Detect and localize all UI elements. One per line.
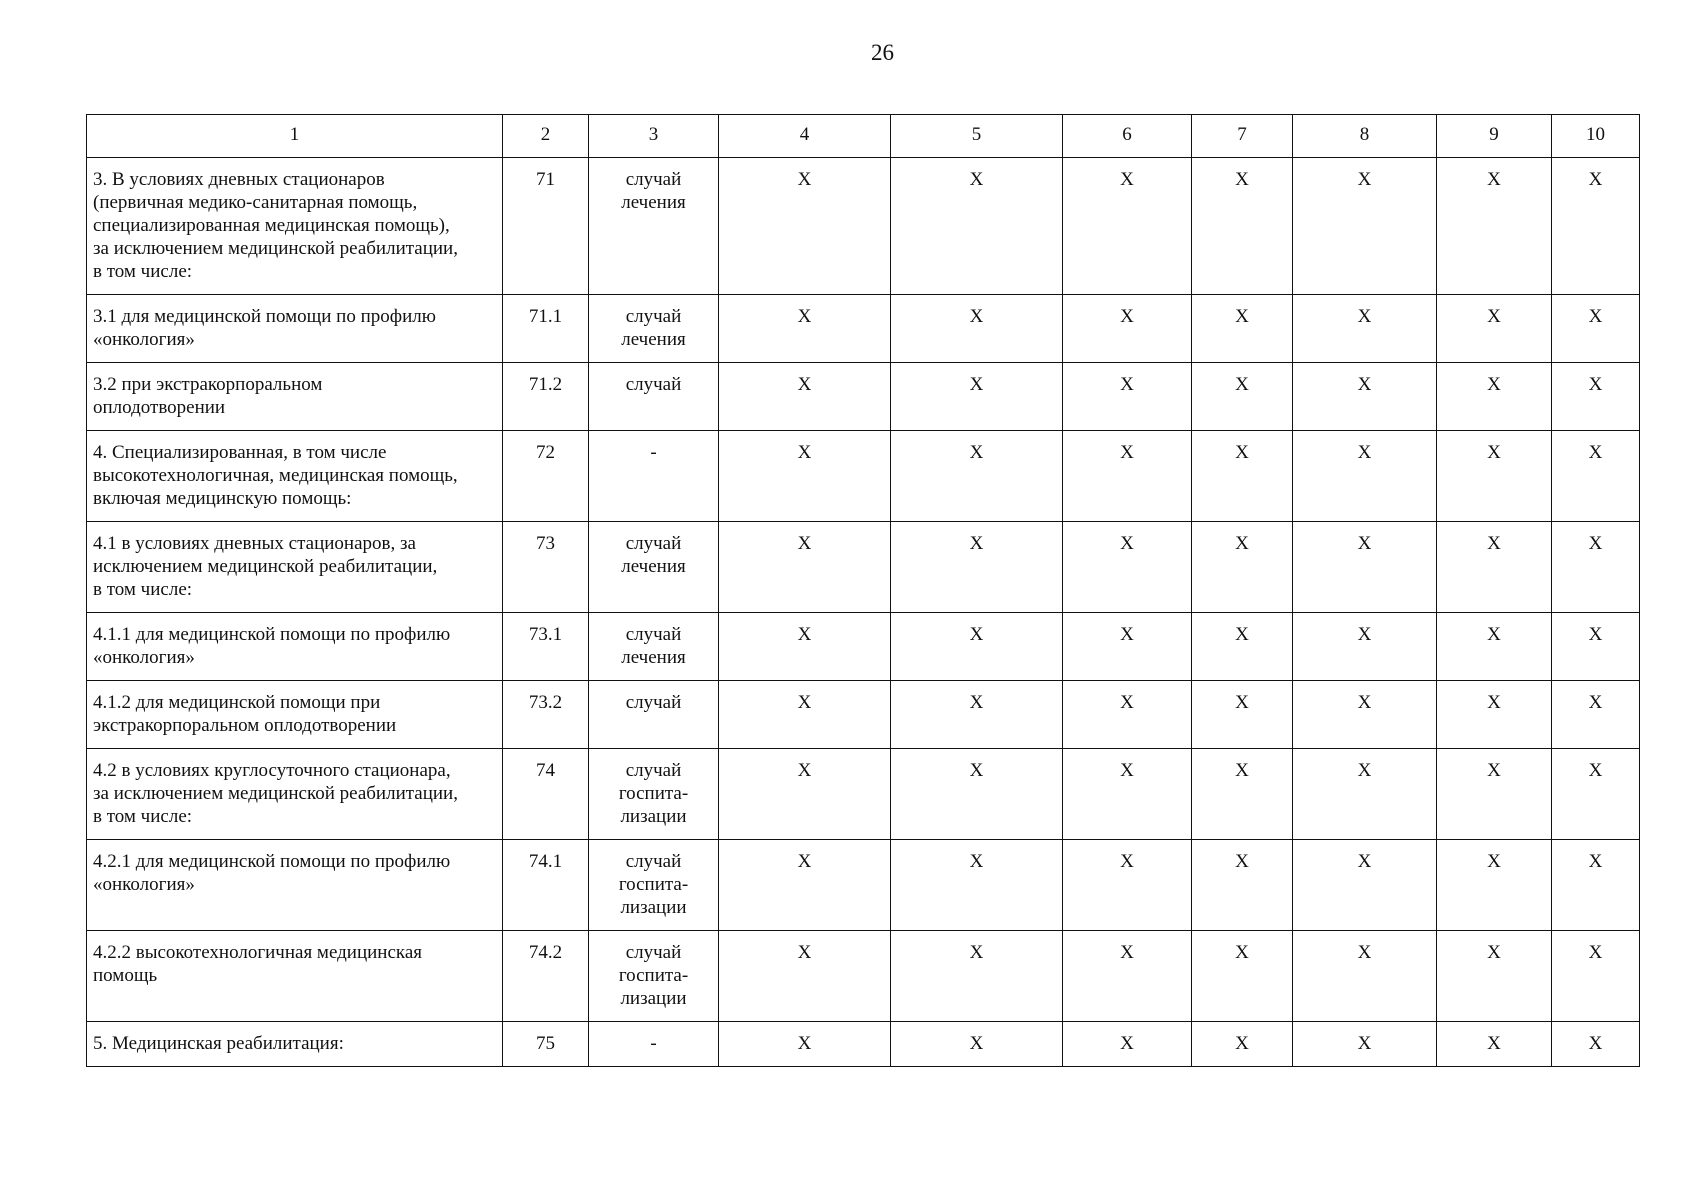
table-row (87, 1022, 1640, 1067)
data-table (86, 114, 1640, 1067)
row-value-cell: X (1552, 363, 1640, 431)
row-value-cell: X (1192, 749, 1293, 840)
row-value-cell: X (1552, 158, 1640, 295)
row-value-cell: X (1293, 295, 1437, 363)
row-value-cell: X (1293, 931, 1437, 1022)
row-value-cell: X (1293, 158, 1437, 295)
column-header: 3 (589, 115, 719, 158)
row-value-cell: X (719, 840, 891, 931)
row-value-cell: X (891, 1022, 1063, 1067)
table-row (87, 158, 1640, 295)
row-value-cell: X (1063, 931, 1192, 1022)
table-row (87, 431, 1640, 522)
row-value-cell: X (1192, 522, 1293, 613)
row-value-cell: X (1437, 431, 1552, 522)
row-value-cell: X (1437, 1022, 1552, 1067)
row-value-cell: X (719, 613, 891, 681)
row-unit-cell: случай (589, 681, 719, 749)
row-value-cell: X (1063, 363, 1192, 431)
row-name-cell: 4.1.2 для медицинской помощи при экстракорпоральном оплодотворении (87, 681, 503, 749)
row-value-cell: X (719, 295, 891, 363)
table-row (87, 363, 1640, 431)
row-name-cell: 4.2 в условиях круглосуточного стационара, за исключением медицинской реабилитации, в том числе: (87, 749, 503, 840)
row-value-cell: X (1192, 295, 1293, 363)
row-value-cell: X (1063, 613, 1192, 681)
row-value-cell: X (719, 1022, 891, 1067)
page-number: 26 (871, 40, 894, 65)
row-value-cell: X (1437, 295, 1552, 363)
row-value-cell: X (891, 840, 1063, 931)
row-value-cell: X (1552, 431, 1640, 522)
row-value-cell: X (891, 931, 1063, 1022)
row-name-cell: 3.1 для медицинской помощи по профилю «онкология» (87, 295, 503, 363)
row-value-cell: X (1192, 613, 1293, 681)
row-name-cell: 4.1.1 для медицинской помощи по профилю «онкология» (87, 613, 503, 681)
table-row (87, 522, 1640, 613)
table-row (87, 681, 1640, 749)
row-value-cell: X (719, 931, 891, 1022)
column-header: 4 (719, 115, 891, 158)
row-unit-cell: случай госпита- лизации (589, 840, 719, 931)
row-value-cell: X (1192, 681, 1293, 749)
row-name-cell: 5. Медицинская реабилитация: (87, 1022, 503, 1067)
row-code-cell: 73.2 (503, 681, 589, 749)
row-value-cell: X (1552, 522, 1640, 613)
row-unit-cell: случай лечения (589, 158, 719, 295)
column-header: 9 (1437, 115, 1552, 158)
row-value-cell: X (891, 431, 1063, 522)
column-header: 1 (87, 115, 503, 158)
row-value-cell: X (1437, 681, 1552, 749)
row-value-cell: X (1437, 840, 1552, 931)
column-header: 5 (891, 115, 1063, 158)
row-value-cell: X (1192, 840, 1293, 931)
row-value-cell: X (1552, 1022, 1640, 1067)
row-value-cell: X (719, 363, 891, 431)
table-row (87, 931, 1640, 1022)
row-unit-cell: случай лечения (589, 613, 719, 681)
row-value-cell: X (1063, 431, 1192, 522)
row-value-cell: X (891, 522, 1063, 613)
row-value-cell: X (891, 295, 1063, 363)
row-value-cell: X (1437, 158, 1552, 295)
column-header: 2 (503, 115, 589, 158)
row-value-cell: X (1063, 158, 1192, 295)
row-unit-cell: - (589, 431, 719, 522)
row-name-cell: 4.2.1 для медицинской помощи по профилю «онкология» (87, 840, 503, 931)
row-value-cell: X (1293, 1022, 1437, 1067)
row-unit-cell: - (589, 1022, 719, 1067)
table-header-row (87, 115, 1640, 158)
row-unit-cell: случай (589, 363, 719, 431)
row-unit-cell: случай госпита- лизации (589, 931, 719, 1022)
row-value-cell: X (1293, 431, 1437, 522)
row-value-cell: X (1552, 613, 1640, 681)
table-row (87, 295, 1640, 363)
row-code-cell: 71.1 (503, 295, 589, 363)
row-value-cell: X (1293, 363, 1437, 431)
row-unit-cell: случай лечения (589, 295, 719, 363)
row-value-cell: X (1437, 749, 1552, 840)
row-name-cell: 4.2.2 высокотехнологичная медицинская помощь (87, 931, 503, 1022)
row-value-cell: X (1192, 158, 1293, 295)
row-name-cell: 3. В условиях дневных стационаров (первичная медико-санитарная помощь, специализированная медицинская помощь), за исключением медицинской реабилитации, в том числе: (87, 158, 503, 295)
row-value-cell: X (719, 681, 891, 749)
row-value-cell: X (719, 158, 891, 295)
row-value-cell: X (1293, 749, 1437, 840)
row-value-cell: X (1552, 681, 1640, 749)
row-name-cell: 4. Специализированная, в том числе высокотехнологичная, медицинская помощь, включая медицинскую помощь: (87, 431, 503, 522)
row-code-cell: 75 (503, 1022, 589, 1067)
row-code-cell: 73.1 (503, 613, 589, 681)
row-value-cell: X (1192, 931, 1293, 1022)
row-value-cell: X (719, 431, 891, 522)
row-value-cell: X (1437, 522, 1552, 613)
row-value-cell: X (891, 158, 1063, 295)
row-unit-cell: случай лечения (589, 522, 719, 613)
column-header: 8 (1293, 115, 1437, 158)
row-code-cell: 73 (503, 522, 589, 613)
row-value-cell: X (891, 363, 1063, 431)
row-code-cell: 74.2 (503, 931, 589, 1022)
table-row (87, 613, 1640, 681)
row-code-cell: 74 (503, 749, 589, 840)
row-value-cell: X (1293, 613, 1437, 681)
row-value-cell: X (1552, 295, 1640, 363)
row-value-cell: X (1552, 840, 1640, 931)
row-name-cell: 4.1 в условиях дневных стационаров, за исключением медицинской реабилитации, в том числе: (87, 522, 503, 613)
row-value-cell: X (1192, 363, 1293, 431)
column-header: 6 (1063, 115, 1192, 158)
row-value-cell: X (1192, 431, 1293, 522)
row-value-cell: X (1293, 681, 1437, 749)
row-value-cell: X (1437, 363, 1552, 431)
row-code-cell: 71 (503, 158, 589, 295)
row-value-cell: X (1063, 522, 1192, 613)
row-value-cell: X (1063, 1022, 1192, 1067)
row-value-cell: X (1063, 295, 1192, 363)
row-value-cell: X (1437, 613, 1552, 681)
row-value-cell: X (1293, 840, 1437, 931)
row-code-cell: 71.2 (503, 363, 589, 431)
row-value-cell: X (1552, 931, 1640, 1022)
table-row (87, 840, 1640, 931)
column-header: 10 (1552, 115, 1640, 158)
row-value-cell: X (1063, 681, 1192, 749)
row-value-cell: X (1437, 931, 1552, 1022)
table-row (87, 749, 1640, 840)
row-value-cell: X (891, 681, 1063, 749)
row-value-cell: X (1192, 1022, 1293, 1067)
row-name-cell: 3.2 при экстракорпоральном оплодотворении (87, 363, 503, 431)
row-value-cell: X (1063, 840, 1192, 931)
row-value-cell: X (719, 749, 891, 840)
row-value-cell: X (891, 749, 1063, 840)
row-value-cell: X (1552, 749, 1640, 840)
row-code-cell: 74.1 (503, 840, 589, 931)
row-value-cell: X (1293, 522, 1437, 613)
row-value-cell: X (719, 522, 891, 613)
row-code-cell: 72 (503, 431, 589, 522)
row-value-cell: X (891, 613, 1063, 681)
column-header: 7 (1192, 115, 1293, 158)
row-unit-cell: случай госпита- лизации (589, 749, 719, 840)
row-value-cell: X (1063, 749, 1192, 840)
